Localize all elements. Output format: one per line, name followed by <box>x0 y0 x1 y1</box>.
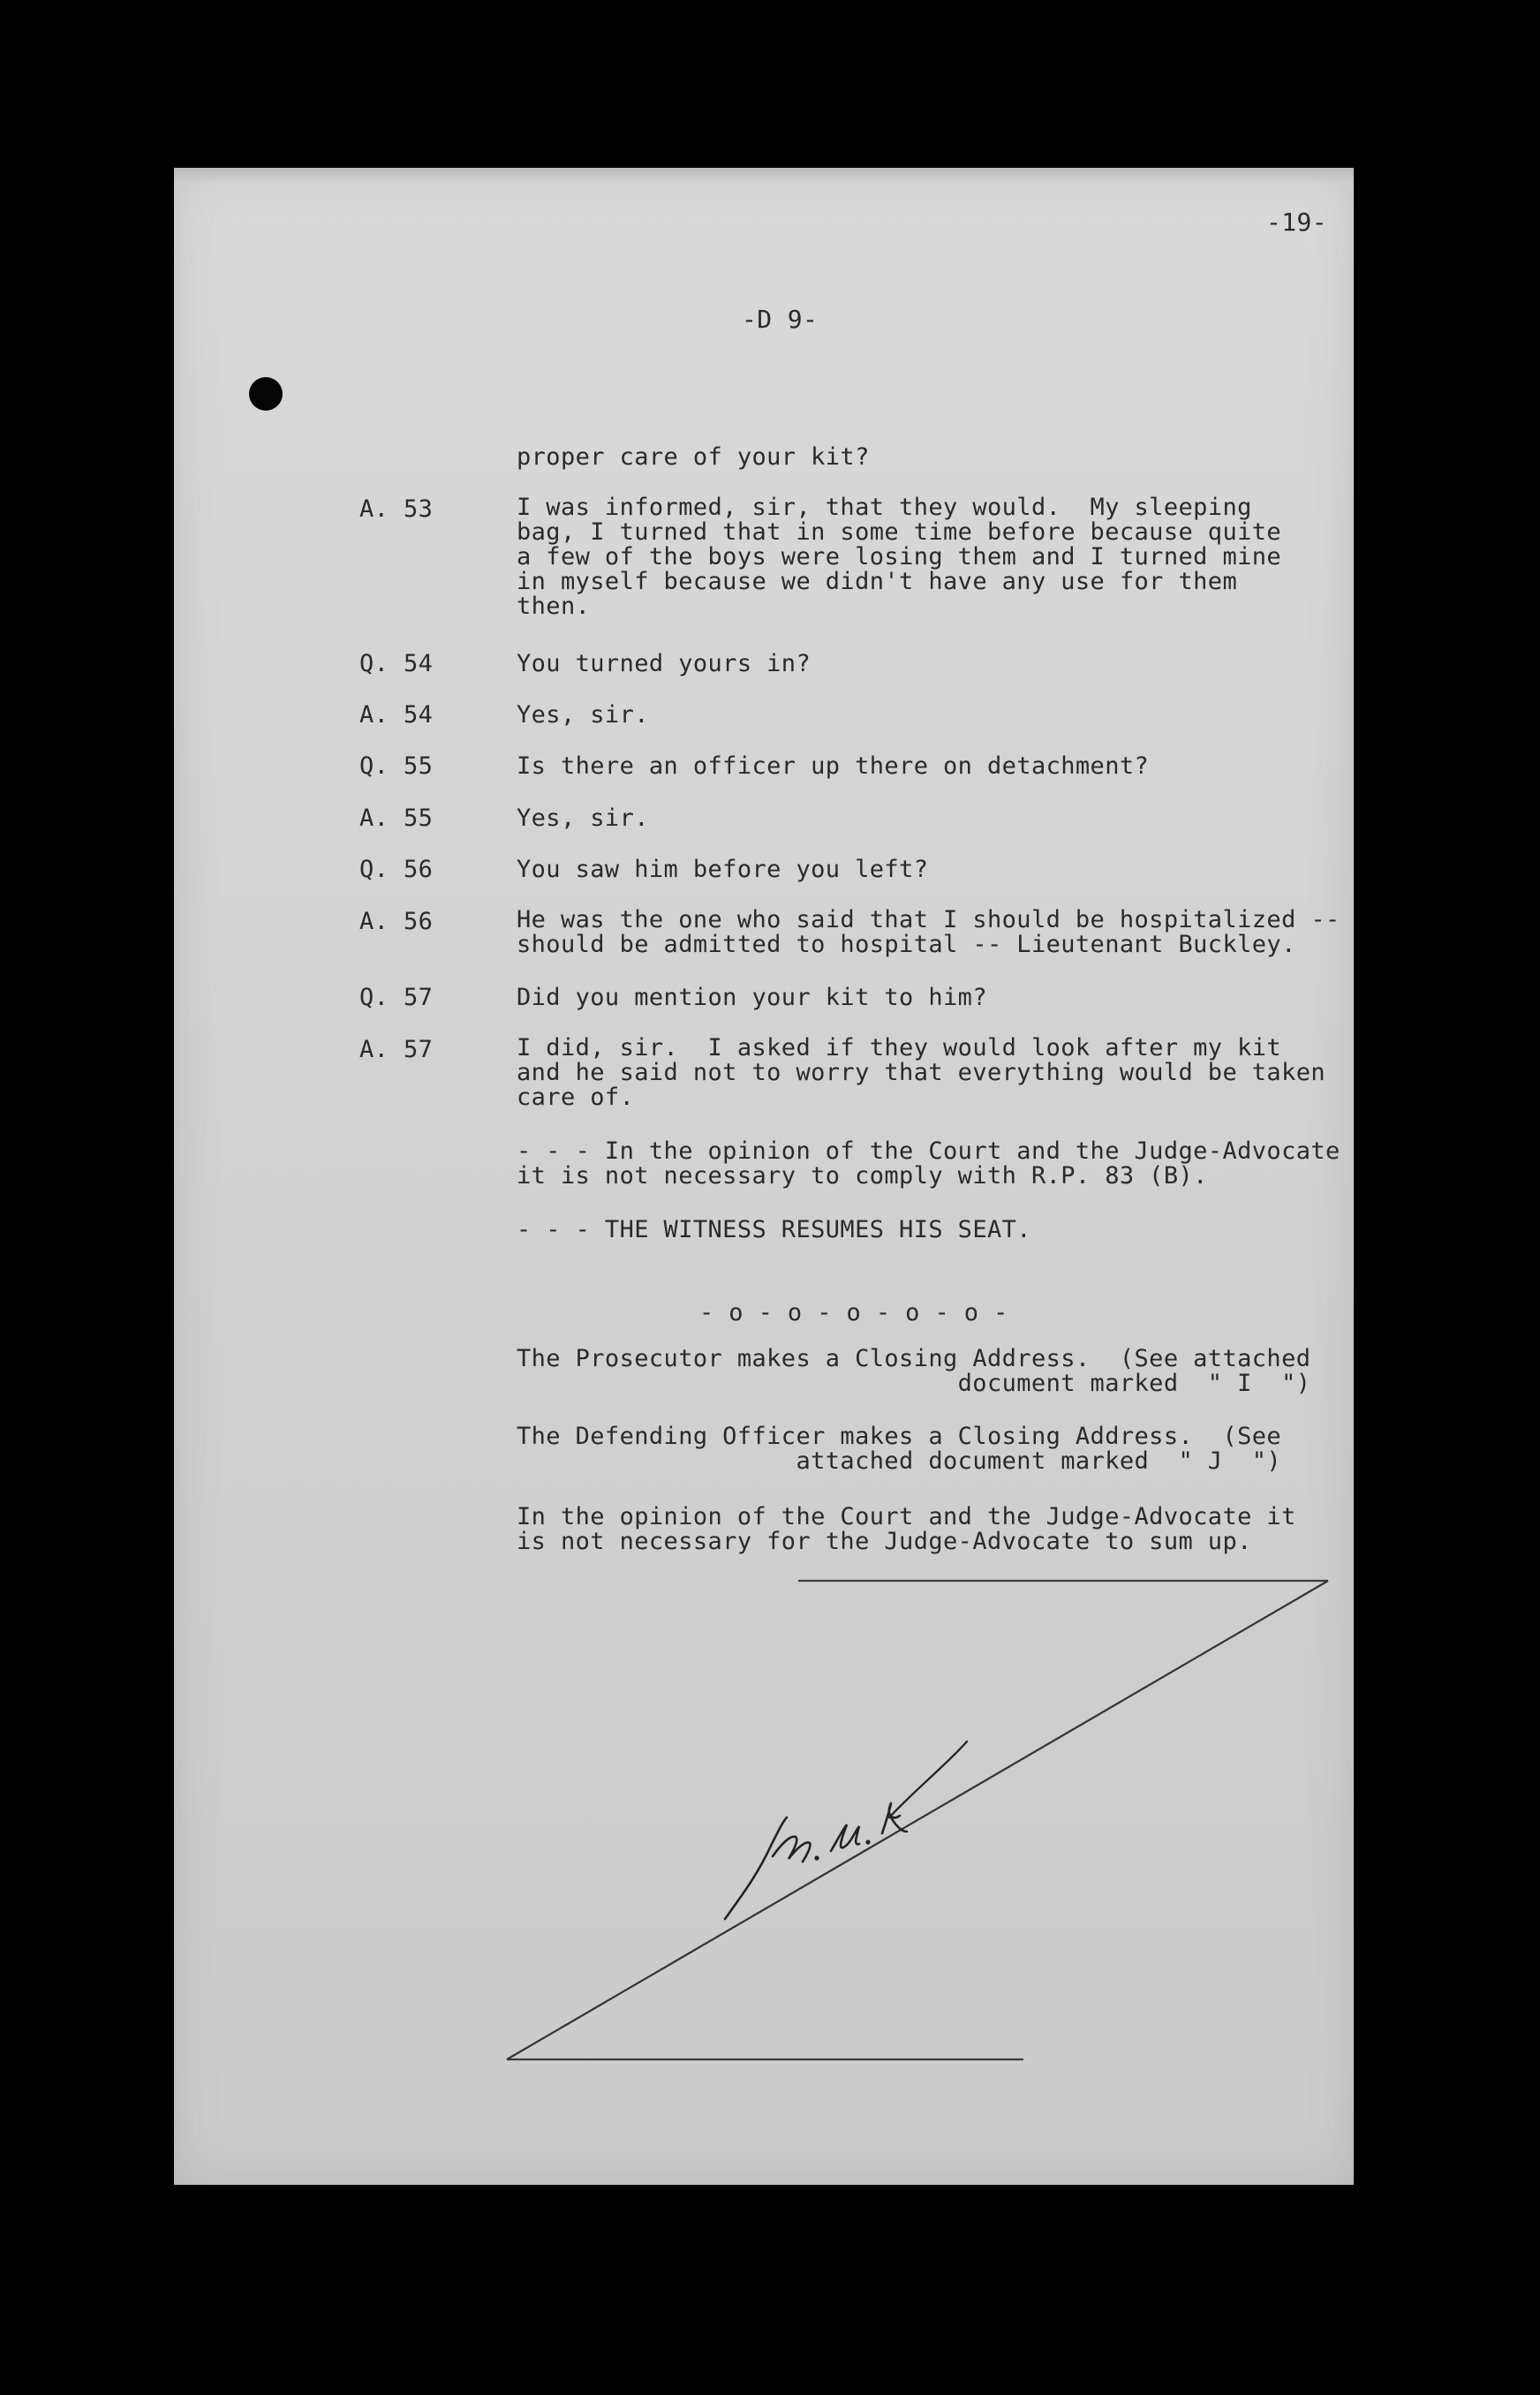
document-page <box>174 168 1354 2185</box>
answer-label: A. 53 <box>359 495 434 523</box>
question-label: Q. 57 <box>359 984 434 1011</box>
court-opinion: In the opinion of the Court and the Judge-Advocate it is not necessary for the Judge-Advocate to sum up. <box>517 1503 1296 1555</box>
question-text: Did you mention your kit to him? <box>517 984 987 1011</box>
question-text: Is there an officer up there on detachment? <box>517 752 1150 780</box>
answer-label: A. 55 <box>359 805 434 832</box>
question-label: Q. 55 <box>359 752 434 780</box>
answer-label: A. 56 <box>359 908 434 935</box>
court-opinion: - - - In the opinion of the Court and the Judge-Advocate it is not necessary to comply with R.P. 83 (B). <box>517 1137 1340 1190</box>
section-separator: - o - o - o - o - o - <box>699 1299 1008 1326</box>
answer-text: Yes, sir. <box>517 701 649 729</box>
handwritten-initials <box>725 1741 967 1919</box>
continuation-line: proper care of your kit? <box>517 443 870 471</box>
answer-label: A. 54 <box>359 701 434 729</box>
diagonal-cancel-line <box>507 1581 1328 2059</box>
answer-text: He was the one who said that I should be hospitalized -- should be admitted to hospital -- Lieutenant Buckley. <box>517 906 1340 958</box>
question-text: You turned yours in? <box>517 650 812 677</box>
prosecutor-closing-address: The Prosecutor makes a Closing Address. (See attached document marked " I ") <box>517 1345 1311 1397</box>
page-top-edge <box>174 168 1354 182</box>
page-number: -19- <box>1266 208 1328 237</box>
answer-text: I was informed, sir, that they would. My sleeping bag, I turned that in some time before because quite a few of the boys were losing them and I turned mine in myself because we didn't have any use for them then. <box>517 494 1282 620</box>
section-number: -D 9- <box>742 305 819 334</box>
answer-text: I did, sir. I asked if they would look after my kit and he said not to worry that everything would be taken care of. <box>517 1034 1326 1111</box>
witness-resumes-line: - - - THE WITNESS RESUMES HIS SEAT. <box>517 1216 1031 1243</box>
question-text: You saw him before you left? <box>517 856 929 883</box>
defending-officer-closing-address: The Defending Officer makes a Closing Address. (See attached document marked " J ") <box>517 1423 1282 1475</box>
answer-label: A. 57 <box>359 1036 434 1063</box>
answer-text: Yes, sir. <box>517 805 649 832</box>
punch-hole <box>249 377 283 411</box>
question-label: Q. 56 <box>359 856 434 883</box>
question-label: Q. 54 <box>359 650 434 677</box>
